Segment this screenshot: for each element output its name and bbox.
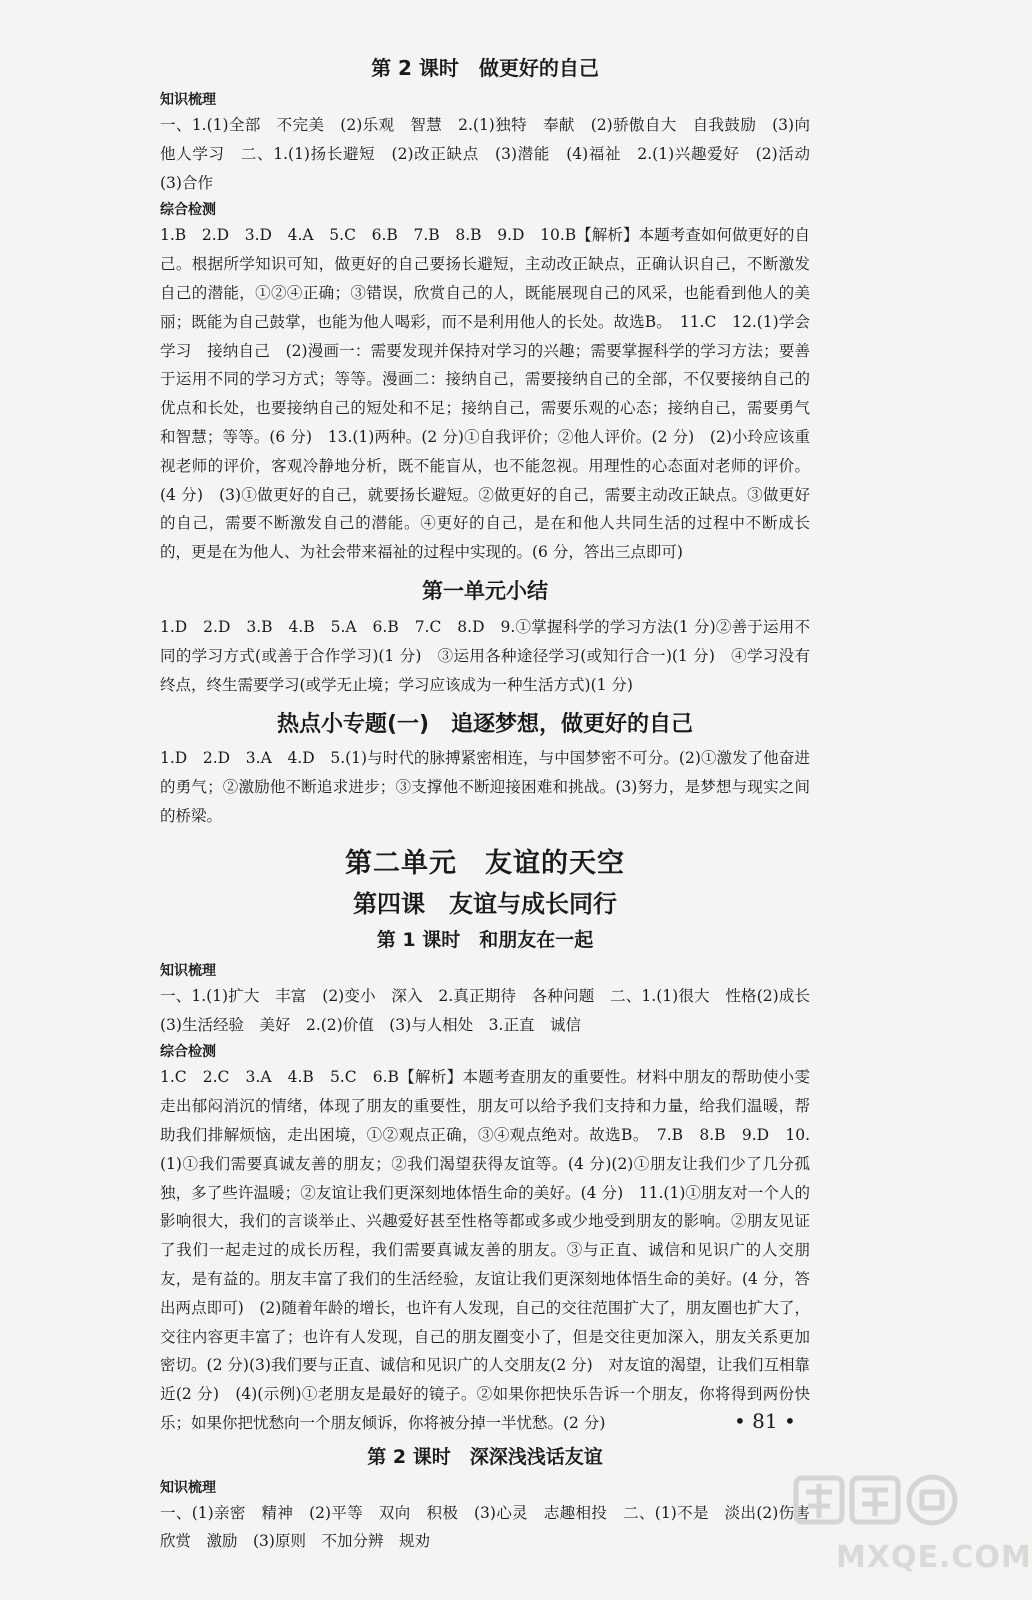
knowledge-review-label: 知识梳理 [160, 962, 216, 979]
comprehensive-test-answers: 1.C 2.C 3.A 4.B 5.C 6.B【解析】本题考查朋友的重要性。材料中朋友的帮助使小雯走出郁闷消沉的情绪，体现了朋友的重要性，朋友可以给予我们支持和力量，给我们温暖，帮助我们排解烦恼，走出困境，①②观点正确，③④观点绝对。故选B。 7.B 8.B 9.D 10.(1)①我们需要真诚友善的朋友；②我们渴望获得友谊等。(4 分)(2)①朋友让我们少了几分孤独，多了些许温暖；②友谊让我们更深刻地体悟生命的美好。(4 分) 11.(1)①朋友对一个人的影响很大，我们的言谈举止、兴趣爱好甚至性格等都或多或少地受到朋友的影响。②朋友见证了我们一起走过的成长历程，我们需要真诚友善的朋友。③与正直、诚信和见识广的人交朋友，是有益的。朋友丰富了我们的生活经验，友谊让我们更深刻地体悟生命的美好。(4 分，答出两点即可) (2)随着年龄的增长，也许有人发现，自己的交往范围扩大了，朋友圈也扩大了，交往内容更丰富了；也许有人发现，自己的朋友圈变小了，但是交往更加深入，朋友关系更加密切。(2 分)(3)我们要与正直、诚信和见识广的人交朋友(2 分) 对友谊的渴望，让我们互相靠近(2 分) (4)(示例)①老朋友是最好的镜子。②如果你把快乐告诉一个朋友，你将得到两份快乐；如果你把忧愁向一个朋友倾诉，你将被分掉一半忧愁。(2 分) [160, 1068, 810, 1432]
comprehensive-test-label: 综合检测 [160, 1044, 216, 1061]
hot-topic-title: 热点小专题(一) 追逐梦想，做更好的自己 [276, 712, 694, 738]
watermark-logo-icon [792, 1472, 962, 1528]
lesson-title-do-better-self: 第 2 课时 做更好的自己 [371, 56, 599, 80]
lesson-title-talk-friendship: 第 2 课时 深深浅浅话友谊 [367, 1445, 603, 1468]
unit-one-summary-answers: 1.D 2.D 3.B 4.B 5.A 6.B 7.C 8.D 9.①掌握科学的学习方法(1 分)②善于运用不同的学习方式(或善于合作学习)(1 分) ③运用各种途径学习(或知行合一)(1 分) ④学习没有终点，终生需要学习(或学无止境；学习应该成为一种生活方式)(1 分) [160, 617, 810, 694]
page-content [160, 52, 826, 1556]
knowledge-review-answers: 一、1.(1)扩大 丰富 (2)变小 深入 2.真正期待 各种问题 二、1.(1)很大 性格(2)成长 (3)生活经验 美好 2.(2)价值 (3)与人相处 3.正直 诚信 [160, 986, 826, 1034]
comprehensive-test-label: 综合检测 [160, 202, 216, 219]
watermark-url: MXQE.COM [836, 1540, 1032, 1575]
knowledge-review-label: 知识梳理 [160, 92, 216, 108]
comprehensive-test-answers: 1.B 2.D 3.D 4.A 5.C 6.B 7.B 8.B 9.D 10.B【解析】本题考查如何做更好的自己。根据所学知识可知，做更好的自己要扬长避短，主动改正缺点，正确认识自己，不断激发自己的潜能，①②④正确；③错误，欣赏自己的人，既能展现自己的风采，也能看到他人的美丽；既能为自己鼓掌，也能为他人喝彩，而不是利用他人的长处。故选B。 11.C 12.(1)学会学习 接纳自己 (2)漫画一：需要发现并保持对学习的兴趣；需要掌握科学的学习方法；要善于运用不同的学习方式；等等。漫画二：接纳自己，需要接纳自己的全部，不仅要接纳自己的优点和长处，也要接纳自己的短处和不足；接纳自己，需要乐观的心态；接纳自己，需要勇气和智慧；等等。(6 分) 13.(1)两种。(2 分)①自我评价；②他人评价。(2 分) (2)小玲应该重视老师的评价，客观冷静地分析，既不能盲从，也不能忽视。用理性的心态面对老师的评价。(4 分) (3)①做更好的自己，就要扬长避短。②做更好的自己，需要主动改正缺点。③做更好的自己，需要不断激发自己的潜能。④更好的自己，是在和他人共同生活的过程中不断成长的，更是在为他人、为社会带来福祉的过程中实现的。(6 分，答出三点即可) [160, 226, 810, 562]
unit-one-summary-title: 第一单元小结 [422, 578, 548, 603]
knowledge-review-answers: 一、(1)亲密 精神 (2)平等 双向 积极 (3)心灵 志趣相投 二、(1)不是 淡出(2)伤害 欣赏 激励 (3)原则 不加分辨 规劝 [160, 1503, 826, 1551]
lesson-four-title: 第四课 友谊与成长同行 [353, 889, 617, 918]
lesson-title-with-friends: 第 1 课时 和朋友在一起 [376, 928, 594, 951]
hot-topic-answers: 1.D 2.D 3.A 4.D 5.(1)与时代的脉搏紧密相连，与中国梦密不可分。(2)①激发了他奋进的勇气；②激励他不断追求进步；③支撑他不断迎接困难和挑战。(3)努力，是梦想与现实之间的桥梁。 [160, 749, 810, 825]
unit-two-title: 第二单元 友谊的天空 [345, 847, 625, 879]
knowledge-review-label: 知识梳理 [160, 1479, 216, 1496]
page-number: • 81 • [734, 1409, 796, 1433]
knowledge-review-answers: 一、1.(1)全部 不完美 (2)乐观 智慧 2.(1)独特 奉献 (2)骄傲自大 自我鼓励 (3)向他人学习 二、1.(1)扬长避短 (2)改正缺点 (3)潜能 (4)福祉 2.(1)兴趣爱好 (2)活动 (3)合作 [160, 116, 826, 192]
